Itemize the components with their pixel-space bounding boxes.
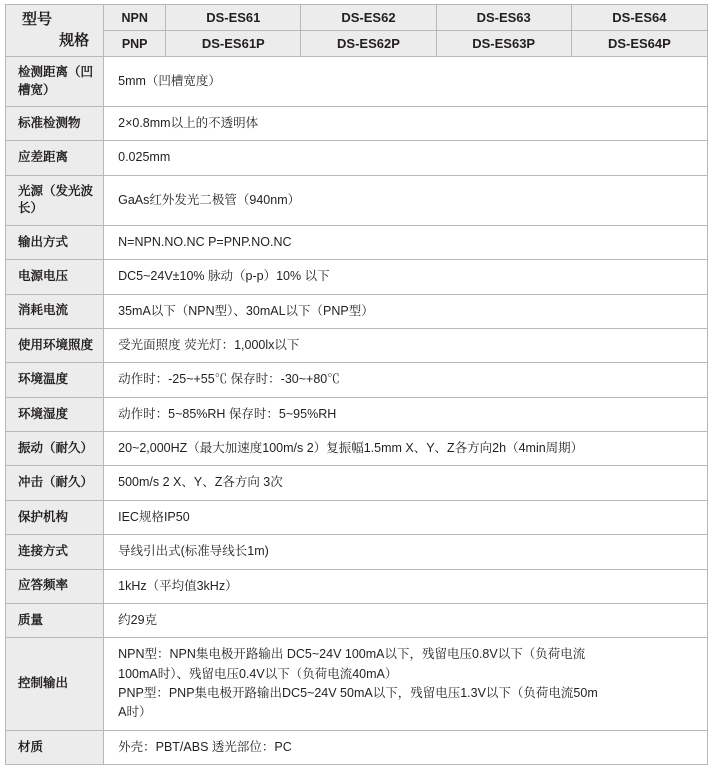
table-row: [6, 107, 708, 141]
row-value-line: A时）: [118, 705, 152, 720]
table-row: [6, 141, 708, 175]
row-value: [104, 432, 708, 466]
row-value-line: 受光面照度 荧光灯：1,000lx以下: [118, 337, 300, 352]
row-label: 控制输出: [6, 638, 104, 731]
type-header-npn: NPN: [104, 5, 166, 31]
row-label: 输出方式: [6, 225, 104, 259]
row-label: 环境温度: [6, 363, 104, 397]
row-value: [104, 225, 708, 259]
row-value: [104, 638, 708, 731]
row-value-line: 导线引出式(标准导线长1m): [118, 544, 269, 559]
table-row: [6, 57, 708, 107]
row-value-line: GaAs红外发光二极管（940nm）: [118, 192, 301, 207]
table-row: [6, 603, 708, 637]
row-value: [104, 730, 708, 764]
model-header-line2: 规格: [59, 31, 90, 49]
table-header-row-npn: [6, 5, 708, 31]
model-spec-header: [6, 5, 104, 57]
row-value-line: 20~2,000HZ（最大加速度100m/s 2）复振幅1.5mm X、Y、Z各方向2h（4min周期）: [118, 441, 584, 455]
row-label: 应答频率: [6, 569, 104, 603]
row-label: 材质: [6, 730, 104, 764]
model-column-npn-1: DS-ES61: [166, 5, 301, 31]
row-value-line: 外壳：PBT/ABS 透光部位：PC: [118, 739, 292, 754]
row-label: 应差距离: [6, 141, 104, 175]
table-row: [6, 363, 708, 397]
row-value: [104, 294, 708, 328]
row-value-line: NPN型：NPN集电极开路输出 DC5~24V 100mA以下，残留电压0.8V以下（负荷电流: [118, 647, 586, 662]
table-row: [6, 260, 708, 294]
table-row: [6, 294, 708, 328]
row-value: [104, 57, 708, 107]
row-value-line: 100mA时）、残留电压0.4V以下（负荷电流40mA）: [118, 666, 398, 681]
model-column-npn-4: DS-ES64: [571, 5, 707, 31]
table-header-row-pnp: [6, 31, 708, 57]
row-value: [104, 260, 708, 294]
row-label: 检测距离（凹槽宽）: [6, 57, 104, 107]
model-header-line1: 型号: [22, 11, 53, 29]
table-row: [6, 569, 708, 603]
row-value: [104, 569, 708, 603]
table-row: [6, 175, 708, 225]
table-row: [6, 730, 708, 764]
row-label: 环境湿度: [6, 397, 104, 431]
row-value-line: 动作时：-25~+55℃ 保存时：-30~+80℃: [118, 372, 340, 387]
row-value-line: 1kHz（平均值3kHz）: [118, 578, 238, 593]
row-value-line: DC5~24V±10% 脉动（p-p）10% 以下: [118, 269, 330, 284]
row-value-line: 约29克: [118, 612, 158, 627]
model-column-pnp-3: DS-ES63P: [436, 31, 571, 57]
row-value-line: 2×0.8mm以上的不透明体: [118, 116, 259, 130]
row-label: 振动（耐久）: [6, 432, 104, 466]
row-value: [104, 397, 708, 431]
row-value: [104, 535, 708, 569]
model-column-npn-3: DS-ES63: [436, 5, 571, 31]
model-column-pnp-4: DS-ES64P: [571, 31, 707, 57]
table-row: [6, 432, 708, 466]
row-value: [104, 141, 708, 175]
table-row: [6, 466, 708, 500]
row-value: [104, 500, 708, 534]
type-header-pnp: PNP: [104, 31, 166, 57]
row-value: [104, 175, 708, 225]
table-row: [6, 328, 708, 362]
row-value: [104, 466, 708, 500]
row-value-line: 35mA以下（NPN型）、30mAL以下（PNP型）: [118, 303, 374, 318]
row-value: [104, 328, 708, 362]
table-row: [6, 225, 708, 259]
row-label: 标准检测物: [6, 107, 104, 141]
row-value: [104, 107, 708, 141]
row-label: 电源电压: [6, 260, 104, 294]
row-label: 保护机构: [6, 500, 104, 534]
row-label: 光源（发光波长）: [6, 175, 104, 225]
row-label: 质量: [6, 603, 104, 637]
row-value: [104, 603, 708, 637]
row-value-line: 5mm（凹槽宽度）: [118, 73, 221, 88]
model-column-pnp-1: DS-ES61P: [166, 31, 301, 57]
row-value-line: N=NPN.NO.NC P=PNP.NO.NC: [118, 234, 292, 249]
table-row: [6, 535, 708, 569]
row-label: 消耗电流: [6, 294, 104, 328]
model-column-npn-2: DS-ES62: [301, 5, 436, 31]
row-label: 使用环境照度: [6, 328, 104, 362]
row-value-line: 0.025mm: [118, 150, 171, 165]
table-row: [6, 638, 708, 731]
row-value-line: PNP型：PNP集电极开路输出DC5~24V 50mA以下，残留电压1.3V以下（负荷电流50m: [118, 686, 598, 700]
row-value-line: IEC规格IP50: [118, 509, 190, 524]
table-row: [6, 397, 708, 431]
row-label: 连接方式: [6, 535, 104, 569]
row-label: 冲击（耐久）: [6, 466, 104, 500]
model-column-pnp-2: DS-ES62P: [301, 31, 436, 57]
row-value-line: 动作时：5~85%RH 保存时：5~95%RH: [118, 406, 337, 421]
row-value-line: 500m/s 2 X、Y、Z各方向 3次: [118, 475, 283, 490]
specification-table: [5, 4, 708, 765]
row-value: [104, 363, 708, 397]
table-row: [6, 500, 708, 534]
